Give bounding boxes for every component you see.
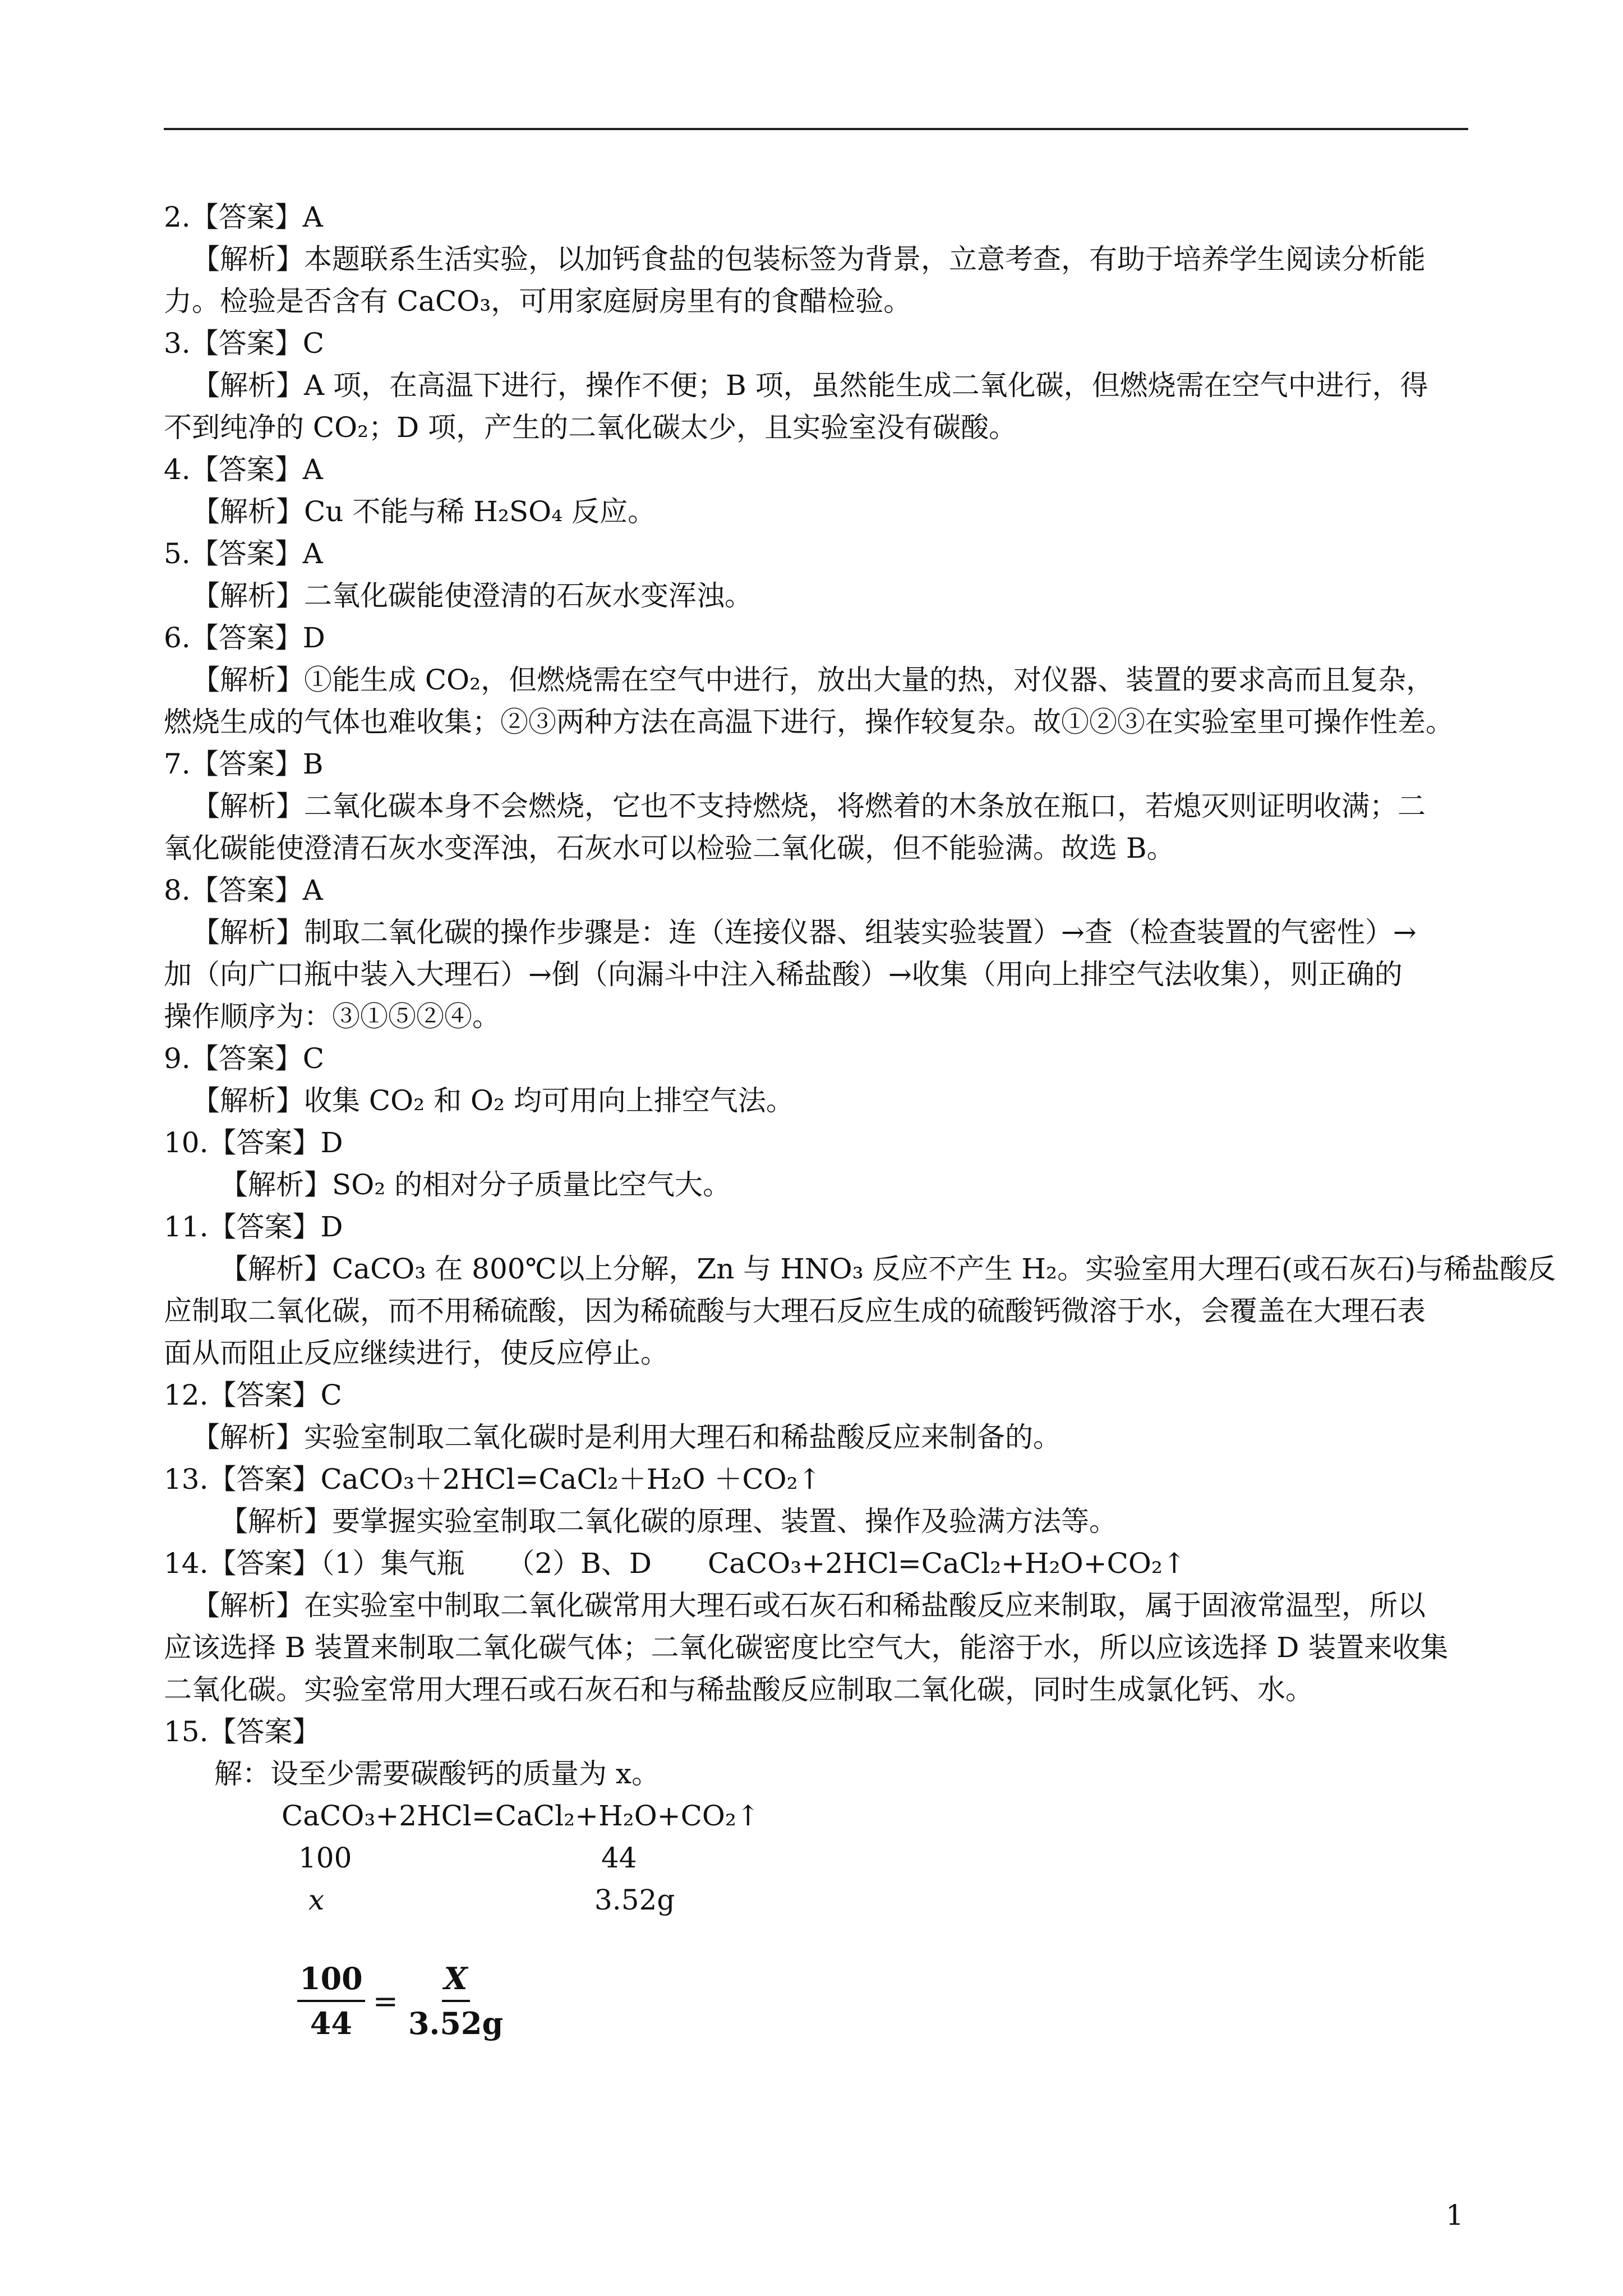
answer-10: 10.【答案】D — [164, 1126, 343, 1159]
answer-14: 14.【答案】（1）集气瓶 （2）B、D CaCO₃+2HCl=CaCl₂+H₂O+CO₂↑ — [164, 1547, 1186, 1580]
analysis-14-line2: 应该选择 B 装置来制取二氧化碳气体；二氧化碳密度比空气大，能溶于水，所以应该选择 D 装置来收集 — [164, 1631, 1449, 1664]
analysis-2-line1: 【解析】本题联系生活实验，以加钙食盐的包装标签为背景，立意考查，有助于培养学生阅读分析能 — [192, 243, 1426, 275]
answer-2: 2.【答案】A — [164, 201, 323, 233]
proportion-equation — [297, 1961, 505, 2041]
solution-equation: CaCO₃+2HCl=CaCl₂+H₂O+CO₂↑ — [282, 1800, 760, 1832]
analysis-10: 【解析】SO₂ 的相对分子质量比空气大。 — [220, 1168, 731, 1201]
analysis-12: 【解析】实验室制取二氧化碳时是利用大理石和稀盐酸反应来制备的。 — [192, 1421, 1061, 1453]
analysis-14-line1: 【解析】在实验室中制取二氧化碳常用大理石或石灰石和稀盐酸反应来制取，属于固液常温型，所以 — [192, 1589, 1426, 1622]
answer-7: 7.【答案】B — [164, 748, 324, 780]
analysis-2-line2: 力。检验是否含有 CaCO₃，可用家庭厨房里有的食醋检验。 — [164, 285, 912, 318]
answer-13: 13.【答案】CaCO₃＋2HCl=CaCl₂＋H₂O ＋CO₂↑ — [164, 1463, 822, 1496]
page-number: 1 — [1446, 2199, 1464, 2231]
solution-intro: 解：设至少需要碳酸钙的质量为 x。 — [214, 1757, 660, 1790]
answer-9: 9.【答案】C — [164, 1042, 324, 1075]
answer-12: 12.【答案】C — [164, 1379, 342, 1411]
analysis-13: 【解析】要掌握实验室制取二氧化碳的原理、装置、操作及验满方法等。 — [220, 1505, 1117, 1538]
answer-3: 3.【答案】C — [164, 327, 324, 360]
analysis-11-line3: 面从而阻止反应继续进行，使反应停止。 — [164, 1337, 668, 1369]
unknown-x: x — [308, 1884, 325, 1916]
analysis-3-line1: 【解析】A 项，在高温下进行，操作不便；B 项，虽然能生成二氧化碳，但燃烧需在空气中进行，得 — [192, 369, 1428, 402]
analysis-6-line1: 【解析】①能生成 CO₂，但燃烧需在空气中进行，放出大量的热，对仪器、装置的要求高而且复杂， — [192, 664, 1435, 696]
analysis-7-line2: 氧化碳能使澄清石灰水变浑浊，石灰水可以检验二氧化碳，但不能验满。故选 B。 — [164, 832, 1175, 864]
answer-8: 8.【答案】A — [164, 874, 323, 907]
equals-sign: = — [372, 1983, 398, 2019]
answer-4: 4.【答案】A — [164, 453, 323, 486]
analysis-8-line3: 操作顺序为：③①⑤②④。 — [164, 1000, 500, 1033]
analysis-9: 【解析】收集 CO₂ 和 O₂ 均可用向上排空气法。 — [192, 1084, 794, 1117]
analysis-4: 【解析】Cu 不能与稀 H₂SO₄ 反应。 — [192, 495, 656, 528]
analysis-5: 【解析】二氧化碳能使澄清的石灰水变浑浊。 — [192, 579, 753, 612]
mass-caco3: 100 — [298, 1842, 352, 1874]
analysis-8-line2: 加（向广口瓶中装入大理石）→倒（向漏斗中注入稀盐酸）→收集（用向上排空气法收集），则正确的 — [164, 958, 1403, 991]
analysis-3-line2: 不到纯净的 CO₂；D 项，产生的二氧化碳太少，且实验室没有碳酸。 — [164, 411, 1017, 444]
solution-row-1 — [164, 1837, 1470, 1879]
fraction-left: $\frac{100}{44}$ — [297, 1961, 365, 2041]
analysis-11-line1: 【解析】CaCO₃ 在 800℃以上分解，Zn 与 HNO₃ 反应不产生 H₂。实验室用大理石(或石灰石)与稀盐酸反 — [220, 1253, 1556, 1285]
answer-11: 11.【答案】D — [164, 1211, 343, 1243]
analysis-7-line1: 【解析】二氧化碳本身不会燃烧，它也不支持燃烧，将燃着的木条放在瓶口，若熄灭则证明收满；二 — [192, 790, 1426, 822]
header-rule — [164, 128, 1468, 130]
answer-6: 6.【答案】D — [164, 622, 325, 654]
analysis-14-line3: 二氧化碳。实验室常用大理石或石灰石和与稀盐酸反应制取二氧化碳，同时生成氯化钙、水。 — [164, 1673, 1313, 1706]
analysis-11-line2: 应制取二氧化碳，而不用稀硫酸，因为稀硫酸与大理石反应生成的硫酸钙微溶于水，会覆盖在大理石表 — [164, 1295, 1426, 1327]
solution-row-2 — [164, 1879, 1470, 1921]
fraction-right: $\frac{X}{3.52g}$ — [408, 1961, 504, 2041]
answer-15: 15.【答案】 — [164, 1715, 321, 1748]
answer-content — [164, 196, 1556, 1921]
co2-mass-value: 3.52g — [594, 1884, 675, 1916]
analysis-6-line2: 燃烧生成的气体也难收集；②③两种方法在高温下进行，操作较复杂。故①②③在实验室里可操作性差。 — [164, 706, 1454, 738]
mass-co2: 44 — [601, 1842, 637, 1874]
analysis-8-line1: 【解析】制取二氧化碳的操作步骤是：连（连接仪器、组装实验装置）→查（检查装置的气密性）→ — [192, 916, 1417, 949]
answer-5: 5.【答案】A — [164, 537, 323, 570]
